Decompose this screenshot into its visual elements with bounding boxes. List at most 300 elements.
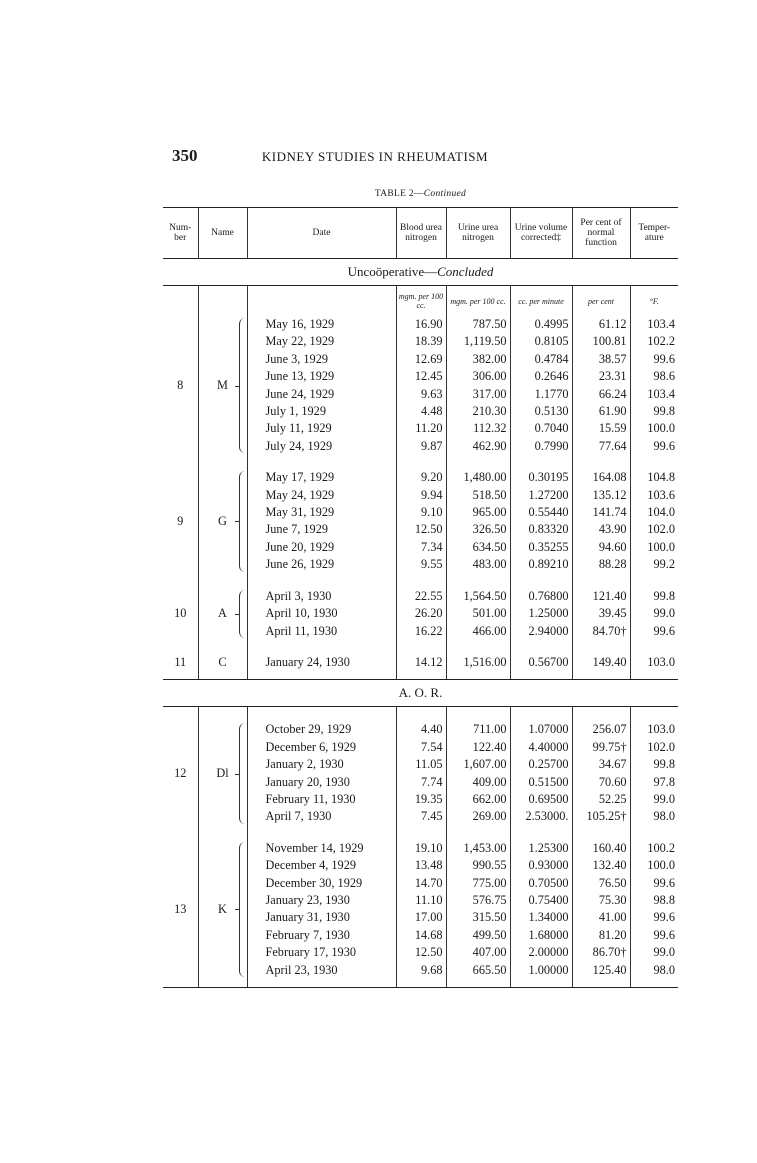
blank-cell [163,286,198,317]
value-cell: 149.40 [572,654,630,671]
value-cell: 1,564.50 [446,588,510,605]
brace-icon [239,318,245,453]
blank-cell [630,671,678,680]
value-cell: 990.55 [446,857,510,874]
value-cell: 483.00 [446,556,510,573]
table-row [163,316,678,333]
section-title-italic: Concluded [437,264,494,279]
blank-cell [396,826,446,840]
column-header: Num-ber [163,208,198,259]
section-title-text: Uncoöperative— [347,264,438,279]
value-cell: 103.6 [630,487,678,504]
blank-cell [163,671,198,680]
value-cell: 315.50 [446,909,510,926]
value-cell: 97.8 [630,774,678,791]
value-cell: 100.2 [630,840,678,857]
date-cell: May 22, 1929 [247,333,396,350]
value-cell: 0.76800 [510,588,572,605]
value-cell: 22.55 [396,588,446,605]
rule-row [163,671,678,680]
value-cell: 462.90 [446,438,510,455]
date-text: May 17, 1929 [265,470,335,485]
blank-cell [247,574,396,588]
value-cell: 2.53000. [510,808,572,825]
value-cell: 0.55440 [510,504,572,521]
blank-cell [630,455,678,469]
table-caption-suffix: Continued [423,189,467,199]
blank-cell [198,455,247,469]
date-cell: April 10, 1930 [247,605,396,622]
table-row [163,840,678,857]
date-cell: April 7, 1930 [247,808,396,825]
value-cell: 99.6 [630,875,678,892]
blank-cell [510,671,572,680]
unit-label: cc. per minute [510,286,572,317]
date-cell: February 17, 1930 [247,944,396,961]
value-cell: 18.39 [396,333,446,350]
value-cell: 0.35255 [510,539,572,556]
value-cell: 102.0 [630,521,678,538]
value-cell: 256.07 [572,721,630,738]
blank-cell [572,979,630,988]
gap-row [163,455,678,469]
blank-cell [198,826,247,840]
patient-number: 9 [177,513,184,528]
value-cell: 1,516.00 [446,654,510,671]
blank-cell [510,707,572,722]
value-cell: 9.63 [396,386,446,403]
value-cell: 103.4 [630,386,678,403]
value-cell: 34.67 [572,756,630,773]
date-cell: February 7, 1930 [247,927,396,944]
date-cell: June 26, 1929 [247,556,396,573]
blank-cell [446,826,510,840]
blank-cell [396,979,446,988]
date-cell: July 11, 1929 [247,420,396,437]
value-cell: 77.64 [572,438,630,455]
blank-cell [572,671,630,680]
patient-number: 13 [174,901,187,916]
value-cell: 1.34000 [510,909,572,926]
value-cell: 466.00 [446,623,510,640]
date-cell: April 23, 1930 [247,962,396,979]
value-cell: 1.68000 [510,927,572,944]
brace-icon [239,590,245,638]
value-cell: 269.00 [446,808,510,825]
value-cell: 164.08 [572,469,630,486]
value-cell: 7.34 [396,539,446,556]
value-cell: 135.12 [572,487,630,504]
value-cell: 16.22 [396,623,446,640]
date-cell: December 4, 1929 [247,857,396,874]
date-cell [247,721,396,738]
blank-cell [446,640,510,654]
value-cell: 0.75400 [510,892,572,909]
blank-cell [572,707,630,722]
value-cell: 2.00000 [510,944,572,961]
blank-cell [572,826,630,840]
value-cell: 19.35 [396,791,446,808]
unit-label: per cent [572,286,630,317]
value-cell: 326.50 [446,521,510,538]
value-cell: 99.2 [630,556,678,573]
value-cell: 0.56700 [510,654,572,671]
value-cell: 1.00000 [510,962,572,979]
blank-cell [630,707,678,722]
value-cell: 1.1770 [510,386,572,403]
value-cell: 0.7040 [510,420,572,437]
patient-name: A [198,588,247,640]
value-cell: 576.75 [446,892,510,909]
date-cell: December 30, 1929 [247,875,396,892]
column-header: Blood urea nitrogen [396,208,446,259]
value-cell: 15.59 [572,420,630,437]
date-cell: June 24, 1929 [247,386,396,403]
date-text: May 16, 1929 [265,317,335,331]
gap-row [163,826,678,840]
patient-name: G [198,469,247,573]
blank-cell [446,707,510,722]
section-title-text: A. O. R. [398,685,443,701]
value-cell: 76.50 [572,875,630,892]
patient-name: M [198,316,247,455]
blank-cell [198,707,247,722]
value-cell: 0.83320 [510,521,572,538]
value-cell: 518.50 [446,487,510,504]
blank-cell [630,640,678,654]
blank-cell [198,574,247,588]
blank-cell [446,574,510,588]
blank-cell [630,574,678,588]
value-cell: 4.40 [396,721,446,738]
value-cell: 103.0 [630,654,678,671]
date-cell: May 24, 1929 [247,487,396,504]
value-cell: 965.00 [446,504,510,521]
blank-cell [396,640,446,654]
value-cell: 12.45 [396,368,446,385]
value-cell: 99.0 [630,605,678,622]
value-cell: 0.51500 [510,774,572,791]
gap-row [163,640,678,654]
table-row [163,654,678,671]
value-cell: 1.07000 [510,721,572,738]
patient-number: 11 [174,654,187,669]
blank-cell [198,979,247,988]
date-cell: January 23, 1930 [247,892,396,909]
blank-cell [510,640,572,654]
value-cell: 61.90 [572,403,630,420]
value-cell: 9.55 [396,556,446,573]
date-cell: July 1, 1929 [247,403,396,420]
units-row [163,286,678,317]
blank-cell [163,979,198,988]
blank-cell [396,671,446,680]
section-title [163,680,678,707]
value-cell: 39.45 [572,605,630,622]
value-cell: 317.00 [446,386,510,403]
value-cell: 1.27200 [510,487,572,504]
value-cell: 121.40 [572,588,630,605]
value-cell: 66.24 [572,386,630,403]
value-cell: 52.25 [572,791,630,808]
value-cell: 0.2646 [510,368,572,385]
date-cell: January 31, 1930 [247,909,396,926]
value-cell: 70.60 [572,774,630,791]
blank-cell [396,455,446,469]
value-cell: 99.6 [630,438,678,455]
date-cell: January 20, 1930 [247,774,396,791]
value-cell: 23.31 [572,368,630,385]
value-cell: 9.68 [396,962,446,979]
date-cell: June 13, 1929 [247,368,396,385]
date-cell: February 11, 1930 [247,791,396,808]
value-cell: 0.5130 [510,403,572,420]
value-cell: 100.81 [572,333,630,350]
table-row [163,469,678,486]
value-cell: 12.50 [396,944,446,961]
value-cell: 12.69 [396,351,446,368]
blank-cell [247,671,396,680]
value-cell: 0.93000 [510,857,572,874]
value-cell: 12.50 [396,521,446,538]
value-cell: 1.25300 [510,840,572,857]
value-cell: 75.30 [572,892,630,909]
section-title-row [163,680,678,707]
brace-icon [239,723,245,823]
value-cell: 94.60 [572,539,630,556]
value-cell: 102.2 [630,333,678,350]
spacer-row [163,707,678,722]
value-cell: 99.0 [630,791,678,808]
value-cell: 112.32 [446,420,510,437]
patient-name: C [198,654,247,671]
value-cell: 100.0 [630,539,678,556]
value-cell: 0.8105 [510,333,572,350]
value-cell: 98.6 [630,368,678,385]
value-cell: 4.40000 [510,739,572,756]
value-cell: 11.05 [396,756,446,773]
blank-cell [510,826,572,840]
value-cell: 0.7990 [510,438,572,455]
date-cell: June 3, 1929 [247,351,396,368]
value-cell: 14.12 [396,654,446,671]
value-cell: 0.25700 [510,756,572,773]
blank-cell [247,979,396,988]
blank-cell [198,286,247,317]
value-cell: 102.0 [630,739,678,756]
blank-cell [446,455,510,469]
value-cell: 99.8 [630,756,678,773]
patient-number: 12 [174,765,187,780]
value-cell: 9.94 [396,487,446,504]
value-cell: 407.00 [446,944,510,961]
column-header: Temper-ature [630,208,678,259]
blank-cell [510,455,572,469]
value-cell: 103.4 [630,316,678,333]
value-cell: 1.25000 [510,605,572,622]
value-cell: 501.00 [446,605,510,622]
data-table [163,207,678,988]
column-header: Per cent of normal function [572,208,630,259]
value-cell: 86.70† [572,944,630,961]
blank-cell [163,707,198,722]
value-cell: 16.90 [396,316,446,333]
date-text: April 3, 1930 [265,588,332,603]
table-row [163,721,678,738]
value-cell: 38.57 [572,351,630,368]
value-cell: 409.00 [446,774,510,791]
blank-cell [630,826,678,840]
blank-cell [572,455,630,469]
column-header: Urine volume corrected‡ [510,208,572,259]
value-cell: 4.48 [396,403,446,420]
rule-row [163,979,678,988]
value-cell: 306.00 [446,368,510,385]
value-cell: 99.75† [572,739,630,756]
blank-cell [247,455,396,469]
date-cell [247,840,396,857]
value-cell: 1,119.50 [446,333,510,350]
value-cell: 99.6 [630,909,678,926]
section-title-row [163,259,678,286]
value-cell: 634.50 [446,539,510,556]
value-cell: 775.00 [446,875,510,892]
value-cell: 99.6 [630,351,678,368]
value-cell: 84.70† [572,623,630,640]
value-cell: 141.74 [572,504,630,521]
blank-cell [198,640,247,654]
blank-cell [572,574,630,588]
value-cell: 99.8 [630,588,678,605]
value-cell: 43.90 [572,521,630,538]
unit-label: mgm. per 100 cc. [396,286,446,317]
running-head: KIDNEY STUDIES IN RHEUMATISM [261,149,489,164]
value-cell: 99.6 [630,623,678,640]
value-cell: 0.70500 [510,875,572,892]
blank-cell [247,826,396,840]
value-cell: 11.20 [396,420,446,437]
column-header: Urine urea nitrogen [446,208,510,259]
patient-name: K [198,840,247,979]
value-cell: 499.50 [446,927,510,944]
date-cell: June 20, 1929 [247,539,396,556]
value-cell: 98.8 [630,892,678,909]
value-cell: 100.0 [630,420,678,437]
value-cell: 7.54 [396,739,446,756]
value-cell: 1,480.00 [446,469,510,486]
value-cell: 81.20 [572,927,630,944]
date-cell [247,588,396,605]
value-cell: 41.00 [572,909,630,926]
blank-cell [163,826,198,840]
value-cell: 665.50 [446,962,510,979]
value-cell: 104.0 [630,504,678,521]
blank-cell [247,640,396,654]
value-cell: 711.00 [446,721,510,738]
value-cell: 787.50 [446,316,510,333]
date-cell [247,469,396,486]
value-cell: 382.00 [446,351,510,368]
value-cell: 125.40 [572,962,630,979]
value-cell: 2.94000 [510,623,572,640]
value-cell: 99.0 [630,944,678,961]
patient-number: 10 [174,606,187,621]
value-cell: 88.28 [572,556,630,573]
blank-cell [396,707,446,722]
blank-cell [446,979,510,988]
blank-cell [247,286,396,317]
blank-cell [247,707,396,722]
value-cell: 17.00 [396,909,446,926]
date-cell [247,316,396,333]
value-cell: 9.87 [396,438,446,455]
blank-cell [396,574,446,588]
blank-cell [510,979,572,988]
blank-cell [630,979,678,988]
value-cell: 0.4995 [510,316,572,333]
value-cell: 210.30 [446,403,510,420]
value-cell: 662.00 [446,791,510,808]
value-cell: 14.70 [396,875,446,892]
blank-cell [198,671,247,680]
value-cell: 14.68 [396,927,446,944]
date-text: October 29, 1929 [265,722,352,737]
value-cell: 9.10 [396,504,446,521]
value-cell: 160.40 [572,840,630,857]
date-cell: April 11, 1930 [247,623,396,640]
blank-cell [163,455,198,469]
patient-number: 8 [177,377,184,392]
value-cell: 1,453.00 [446,840,510,857]
table-caption-label: TABLE 2— [374,189,424,199]
blank-cell [163,640,198,654]
header-row [163,208,678,259]
value-cell: 7.45 [396,808,446,825]
date-cell: May 31, 1929 [247,504,396,521]
value-cell: 0.30195 [510,469,572,486]
value-cell: 1,607.00 [446,756,510,773]
value-cell: 100.0 [630,857,678,874]
date-cell: December 6, 1929 [247,739,396,756]
section-title [163,259,678,286]
value-cell: 98.0 [630,962,678,979]
value-cell: 11.10 [396,892,446,909]
gap-row [163,574,678,588]
brace-icon [239,471,245,571]
value-cell: 104.8 [630,469,678,486]
value-cell: 26.20 [396,605,446,622]
value-cell: 0.4784 [510,351,572,368]
value-cell: 122.40 [446,739,510,756]
date-cell: July 24, 1929 [247,438,396,455]
value-cell: 0.69500 [510,791,572,808]
value-cell: 98.0 [630,808,678,825]
value-cell: 0.89210 [510,556,572,573]
brace-icon [239,842,245,977]
column-header: Date [247,208,396,259]
blank-cell [510,574,572,588]
value-cell: 13.48 [396,857,446,874]
unit-label: mgm. per 100 cc. [446,286,510,317]
unit-label: °F. [630,286,678,317]
blank-cell [572,640,630,654]
value-cell: 7.74 [396,774,446,791]
value-cell: 61.12 [572,316,630,333]
value-cell: 99.8 [630,403,678,420]
value-cell: 19.10 [396,840,446,857]
table-caption [163,189,678,199]
value-cell: 132.40 [572,857,630,874]
